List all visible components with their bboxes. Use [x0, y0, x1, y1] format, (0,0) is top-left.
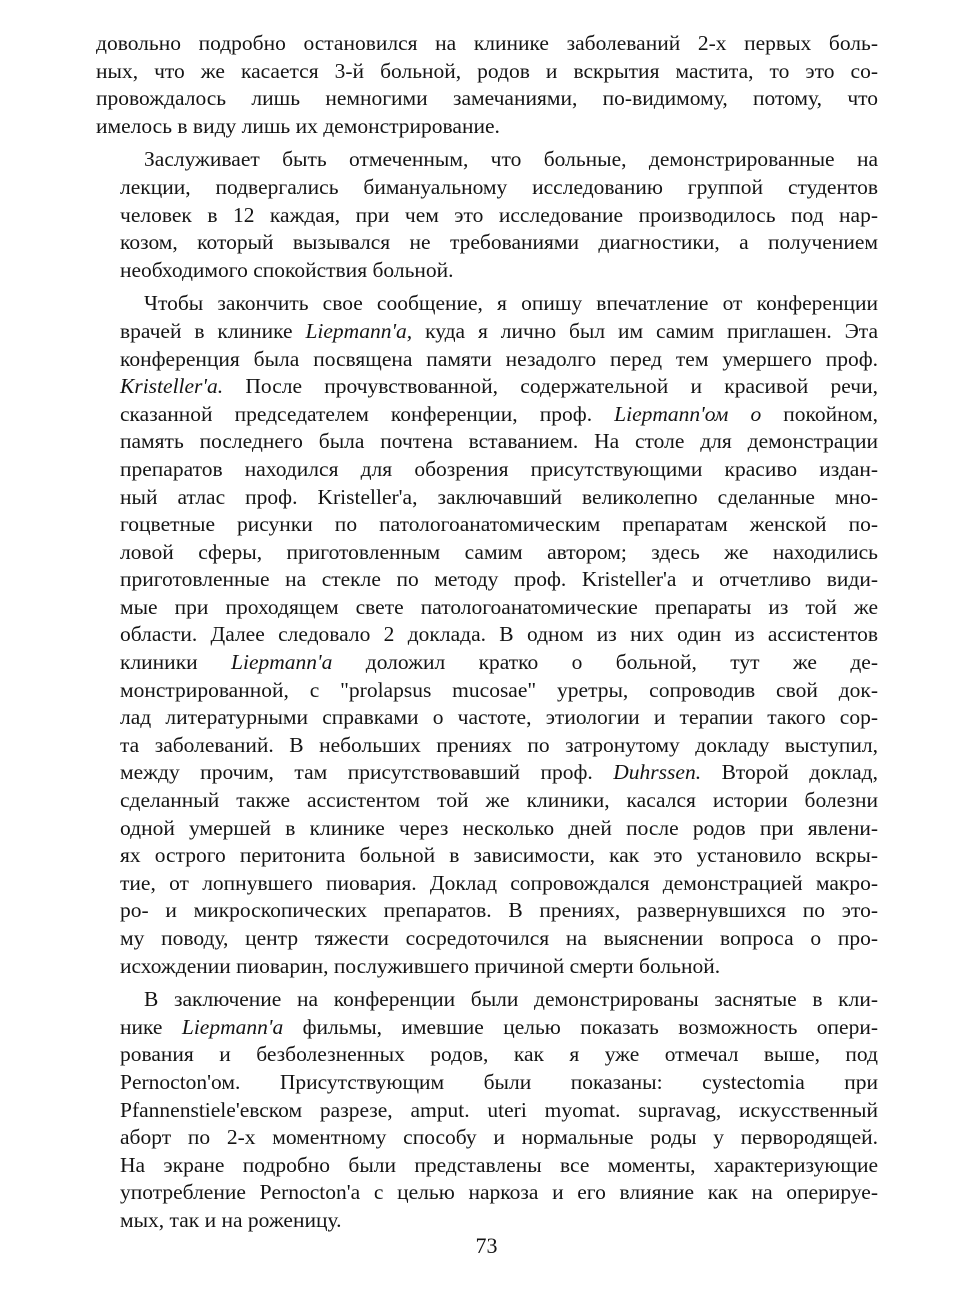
text-line	[96, 456, 878, 484]
text-run: лад литературными справками о частоте, этиологии и терапии такого сор-	[120, 705, 878, 730]
text-run: После прочувствованной, содержательной и красивой речи,	[223, 374, 878, 399]
text-line	[96, 85, 878, 113]
text-line	[96, 1179, 878, 1207]
text-line	[96, 953, 878, 981]
text-line	[96, 732, 878, 760]
text-run: Pernocton'ом. Присутствующим были показаны: cystectomia при	[120, 1069, 878, 1094]
italic-name: Liepmann'a,	[305, 318, 413, 343]
text-line	[96, 484, 878, 512]
text-run: покойном,	[761, 401, 878, 426]
text-run: фильмы, имевшие целью показать возможность опери-	[283, 1014, 878, 1039]
text-run: нике	[120, 1014, 182, 1039]
text-run: На экране подробно были представлены все моменты, характеризующие	[120, 1152, 878, 1177]
text-line	[96, 257, 878, 285]
text-run: приготовленные на стекле по методу проф. Kristeller'a и отчетливо види-	[120, 567, 878, 592]
page-body	[96, 30, 878, 1235]
text-run: мые при проходящем свете патологоанатомические препараты из той же	[120, 594, 878, 619]
text-run: между прочим, там присутствовавший проф.	[120, 760, 614, 785]
text-line	[96, 318, 878, 346]
text-run: козом, который вызывался не требованиями диагностики, а получением	[120, 230, 878, 255]
text-run: употребление Pernocton'a с целью наркоза и его влияние как на оперируе-	[120, 1180, 878, 1205]
text-run: области. Далее следовало 2 доклада. В одном из них один из ассистентов	[120, 622, 878, 647]
text-run: ный атлас проф. Kristeller'а, заключавший великолепно сделанные мно-	[120, 484, 878, 509]
text-line	[96, 1014, 878, 1042]
text-line	[96, 566, 878, 594]
text-run: куда я лично был им самим приглашен. Эта	[412, 318, 878, 343]
text-line	[96, 649, 878, 677]
text-run: монстрированной, с "prolapsus mucosae" уретры, сопроводив свой док-	[120, 677, 878, 702]
page-number: 73	[475, 1233, 498, 1258]
text-line	[96, 986, 878, 1014]
text-run: человек в 12 каждая, при чем это исследование производилось под нар-	[120, 202, 878, 227]
text-line	[96, 401, 878, 429]
text-run: гоцветные рисунки по патологоанатомическим препаратам женской по-	[120, 512, 878, 537]
text-line	[96, 373, 878, 401]
text-line	[96, 594, 878, 622]
text-run: ловой сферы, приготовленным самим автором; здесь же находились	[120, 539, 878, 564]
text-run: В заключение на конференции были демонстрированы заснятые в кли-	[144, 987, 878, 1012]
text-line	[96, 704, 878, 732]
italic-name: Liepmann'a	[181, 1014, 284, 1039]
italic-name: Liepmann'ом о	[614, 401, 762, 426]
text-line	[96, 1152, 878, 1180]
text-line	[96, 787, 878, 815]
text-line	[96, 1069, 878, 1097]
text-run: доложил кратко о больной, тут же де-	[332, 650, 878, 675]
text-run: клиники	[120, 650, 232, 675]
text-run: конференция была посвящена памяти незадолго перед тем умершего проф.	[120, 346, 878, 371]
text-run: сказанной председателем конференции, проф.	[120, 401, 615, 426]
text-line	[96, 842, 878, 870]
text-run: провождалось лишь немногими замечаниями, по-видимому, потому, что	[96, 86, 878, 111]
text-run: Второй доклад,	[701, 760, 878, 785]
paragraph	[96, 290, 878, 980]
italic-name: Duhrssen.	[613, 760, 702, 785]
text-run: мых, так и на роженицу.	[120, 1207, 342, 1232]
text-line	[96, 1124, 878, 1152]
text-run: довольно подробно остановился на клинике заболеваний 2-х первых боль-	[96, 31, 878, 55]
text-line	[96, 925, 878, 953]
text-run: врачей в клинике	[120, 318, 306, 343]
text-line	[96, 346, 878, 374]
text-line	[96, 30, 878, 58]
text-line	[96, 759, 878, 787]
text-run: Чтобы закончить свое сообщение, я опишу впечатление от конференции	[144, 291, 878, 316]
italic-name: Kristeller'a.	[120, 374, 224, 399]
text-line	[96, 290, 878, 318]
text-run: Заслуживает быть отмеченным, что больные, демонстрированные на	[144, 147, 878, 172]
text-line	[96, 870, 878, 898]
text-run: память последнего была почтена вставанием. На столе для демонстрации	[120, 429, 878, 454]
text-run: одной умершей в клинике через несколько дней после родов при явлени-	[120, 815, 878, 840]
text-line	[96, 621, 878, 649]
text-line	[96, 815, 878, 843]
text-line	[96, 146, 878, 174]
text-line	[96, 677, 878, 705]
text-run: аборт по 2-х моментному способу и нормальные роды у первородящей.	[120, 1125, 878, 1150]
text-run: исхождении пиоварин, послужившего причиной смерти больной.	[120, 953, 721, 978]
text-line	[96, 1041, 878, 1069]
text-run: та заболеваний. В небольших прениях по затронутому докладу выступил,	[120, 732, 878, 757]
text-run: тие, от лопнувшего пиовария. Доклад сопровождался демонстрацией макро-	[120, 870, 878, 895]
text-run: ях острого перитонита больной в зависимости, как это установило вскры-	[120, 843, 878, 868]
text-run: рования и безболезненных родов, как я уже отмечал выше, под	[120, 1042, 878, 1067]
italic-name: Liepmann'a	[231, 650, 333, 675]
paragraph	[96, 30, 878, 140]
text-run: имелось в виду лишь их демонстрирование.	[96, 113, 500, 138]
text-run: необходимого спокойствия больной.	[120, 257, 454, 282]
text-line	[96, 897, 878, 925]
paragraph	[96, 986, 878, 1234]
text-run: Pfannenstiele'евском разрезе, amput. uteri myomat. supravag, искусственный	[120, 1097, 878, 1122]
paragraph	[96, 146, 878, 284]
text-line	[96, 428, 878, 456]
text-run: лекции, подвергались бимануальному исследованию группой студентов	[120, 174, 878, 199]
text-line	[96, 229, 878, 257]
text-line	[96, 1207, 878, 1235]
text-run: ных, что же касается 3-й больной, родов и вскрытия мастита, то это со-	[96, 58, 878, 83]
text-line	[96, 1097, 878, 1125]
text-run: препаратов находился для обозрения присутствующими красиво издан-	[120, 456, 878, 481]
text-line	[96, 113, 878, 141]
text-line	[96, 539, 878, 567]
text-run: ро- и микроскопических препаратов. В прениях, развернувшихся по это-	[120, 898, 878, 923]
text-line	[96, 202, 878, 230]
text-run: му поводу, центр тяжести сосредоточился на выяснении вопроса о про-	[120, 926, 878, 950]
text-line	[96, 58, 878, 86]
text-line	[96, 174, 878, 202]
text-run: сделанный также ассистентом той же клиники, касался истории болезни	[120, 788, 878, 813]
text-line	[96, 511, 878, 539]
